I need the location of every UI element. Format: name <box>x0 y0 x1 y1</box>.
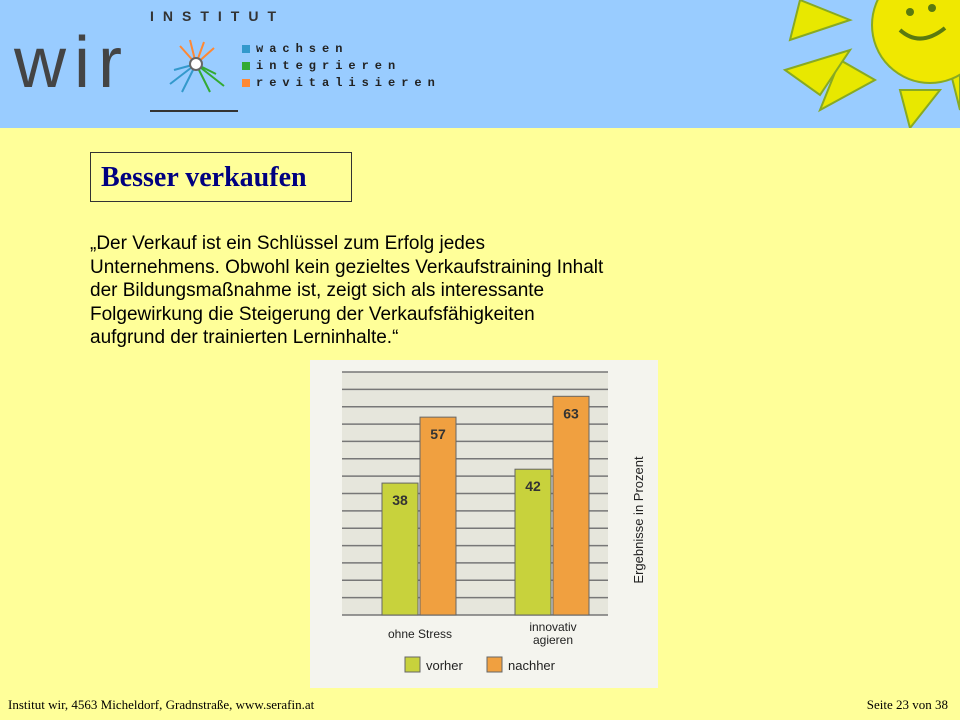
tag-color-square <box>242 45 250 53</box>
institut-label: INSTITUT <box>150 8 285 24</box>
sun-icon <box>780 0 960 128</box>
category-label: innovativ <box>529 620 577 634</box>
slide-title-box <box>90 152 352 202</box>
legend-swatch <box>487 657 502 672</box>
bar-value-label: 38 <box>392 492 408 509</box>
bar-value-label: 57 <box>430 426 446 443</box>
network-logo-icon <box>160 34 232 96</box>
y-axis-label: Ergebnisse in Prozent <box>631 456 646 584</box>
quote-text <box>90 232 770 350</box>
quote-line: der Bildungsmaßnahme ist, zeigt sich als interessante <box>90 280 545 301</box>
quote-line: Folgewirkung die Steigerung der Verkaufsfähigkeiten <box>90 303 535 325</box>
bar-nachher <box>553 396 589 615</box>
brand-logo-text: wir <box>14 23 130 103</box>
tag-color-square <box>242 62 250 70</box>
legend-label: vorher <box>426 658 463 673</box>
logo-underline <box>150 110 238 112</box>
bar-value-label: 42 <box>525 478 541 495</box>
quote-line: Unternehmens. Obwohl kein gezieltes Verkaufstraining Inhalt <box>90 256 604 278</box>
tag-integrieren: integrieren <box>242 59 401 73</box>
bar-chart <box>310 360 658 688</box>
tag-revitalisieren: revitalisieren <box>242 76 441 90</box>
tag-color-square <box>242 79 250 87</box>
legend-label: nachher <box>508 658 555 673</box>
category-label: agieren <box>532 633 574 647</box>
quote-line: aufgrund der trainierten Lerninhalte.“ <box>90 327 399 348</box>
tag-wachsen: wachsen <box>242 42 348 56</box>
quote-line: „Der Verkauf ist ein Schlüssel zum Erfolg jedes <box>90 233 485 254</box>
legend-swatch <box>405 657 420 672</box>
chart-panel <box>310 360 658 688</box>
bar-nachher <box>420 417 456 615</box>
footer-address: Institut wir, 4563 Micheldorf, Gradnstraße, www.serafin.at <box>8 697 315 712</box>
slide-title: Besser verkaufen <box>101 162 307 193</box>
bar-value-label: 63 <box>563 405 579 422</box>
category-label: ohne Stress <box>387 627 453 641</box>
header-banner <box>0 0 960 128</box>
page-number: Seite 23 von 38 <box>866 697 948 712</box>
